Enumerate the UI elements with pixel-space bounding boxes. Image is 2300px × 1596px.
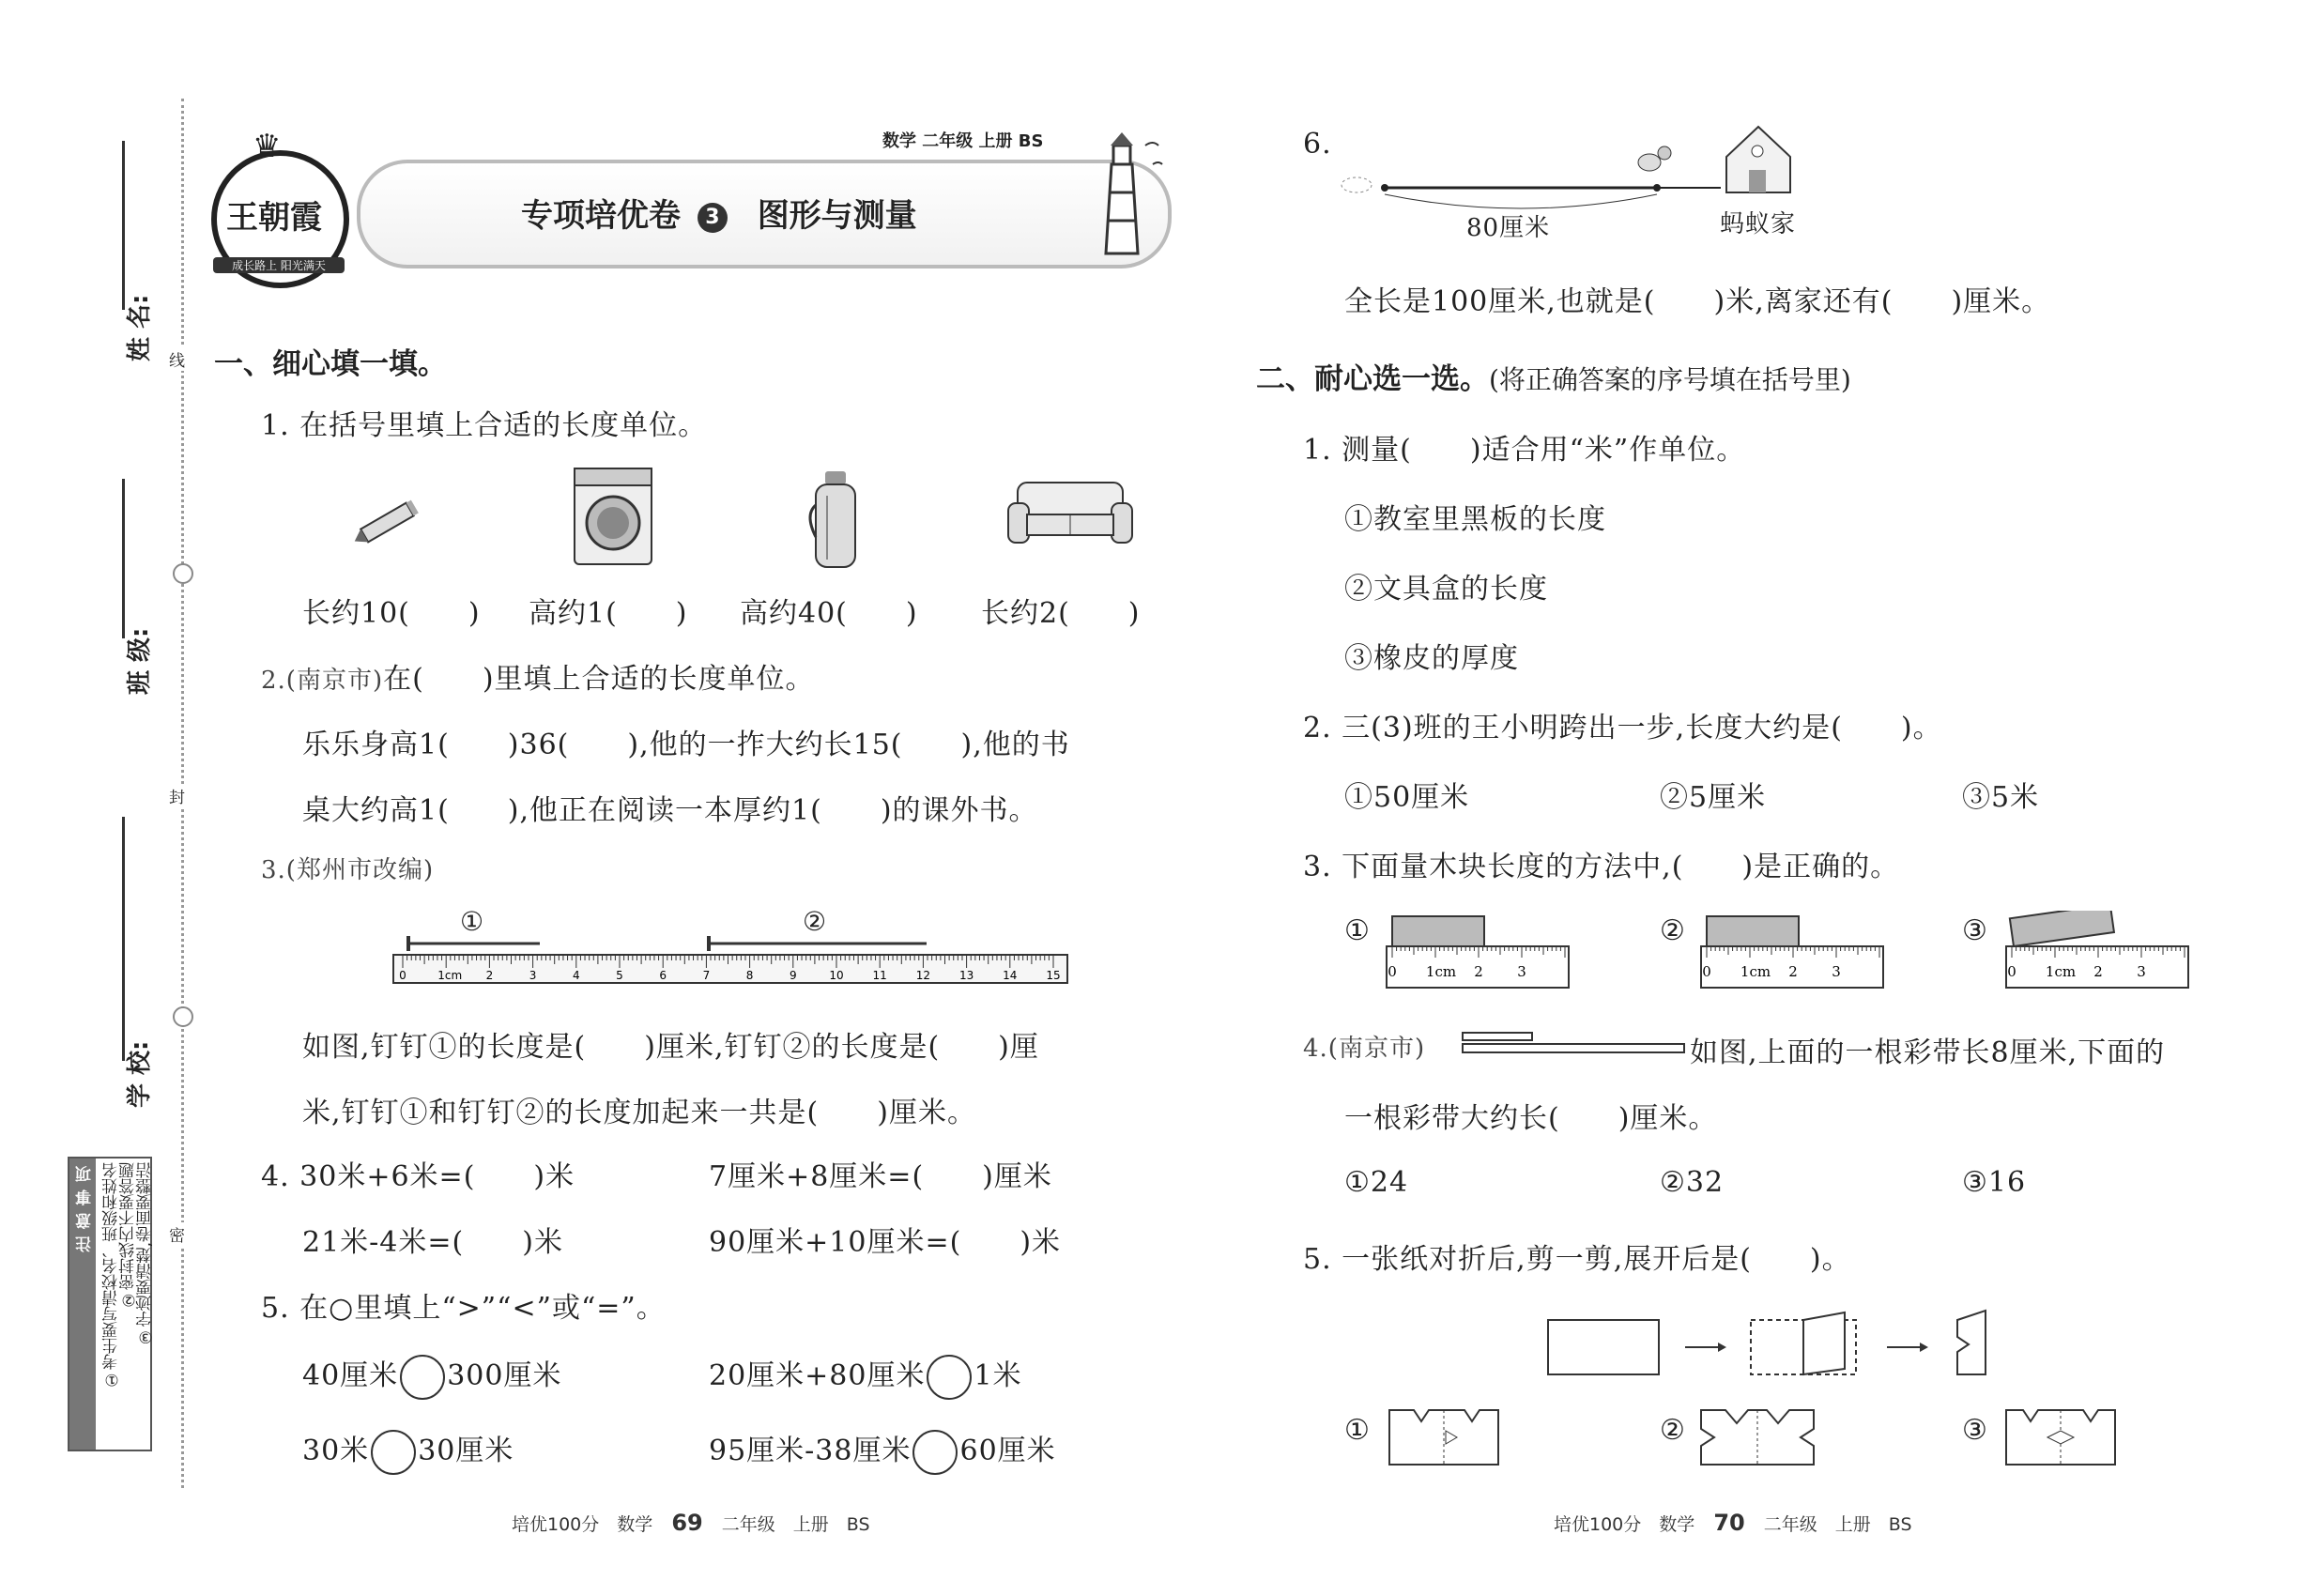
c1-opt-3: ③橡皮的厚度 <box>1344 642 1519 675</box>
q6-number: 6. <box>1303 128 1332 161</box>
title-num-badge: 3 <box>698 203 728 233</box>
class-field[interactable] <box>122 479 125 638</box>
name-label: 姓 名: <box>126 294 154 361</box>
ruler-tick-label: 5 <box>616 969 623 982</box>
ruler-tick-label: 2 <box>485 969 494 982</box>
q1-item-3[interactable]: 高约40( ) <box>740 597 918 630</box>
notice-box <box>68 1157 155 1451</box>
q3-line2[interactable]: 米,钉钉①和钉钉②的长度加起来一共是( )厘米。 <box>302 1097 976 1129</box>
header-meta: 数学 二年级 上册 BS <box>882 131 1044 151</box>
mini-ruler-label: 3 <box>2137 963 2146 980</box>
mini-ruler-label: 2 <box>1788 963 1798 980</box>
c3-mark-1: ① <box>1344 914 1371 947</box>
ruler-tick-label: 8 <box>745 969 754 982</box>
notice-item-1: ①考生要写清校名、班级和姓名 <box>102 1162 121 1389</box>
ruler-tick-label: 11 <box>872 969 887 982</box>
nail-ruler-figure <box>390 915 1080 990</box>
crown-icon: ♛ <box>253 128 282 165</box>
name-field[interactable] <box>122 141 125 310</box>
page-title <box>521 190 917 236</box>
q4-b[interactable]: 7厘米+8厘米=( )厘米 <box>709 1160 1052 1193</box>
section1-heading: 一、细心填一填。 <box>214 347 447 381</box>
ruler-tick-label: 4 <box>572 969 580 982</box>
c4-line1[interactable] <box>1303 1029 1425 1064</box>
c1-opt-1: ①教室里黑板的长度 <box>1344 503 1606 536</box>
seal-char-2: 封 <box>169 784 185 807</box>
c1-opt-2: ②文具盒的长度 <box>1344 573 1548 606</box>
seal-dot-1 <box>173 563 193 584</box>
q1-text: 1. 在括号里填上合适的长度单位。 <box>261 409 708 442</box>
cut-option-1[interactable] <box>1388 1408 1500 1466</box>
ruler-tick-label: 15 <box>1046 969 1061 982</box>
q5-row1-a: 40厘米 300厘米 <box>302 1352 561 1400</box>
seal-char-3: 密 <box>169 1222 185 1246</box>
q3-line1[interactable]: 如图,钉钉①的长度是( )厘米,钉钉②的长度是( )厘 <box>302 1031 1039 1064</box>
mini-ruler-label: 2 <box>2093 963 2103 980</box>
compare-circle[interactable] <box>927 1355 972 1400</box>
compare-circle[interactable] <box>912 1430 958 1475</box>
ruler-tick-label: 0 <box>399 969 406 982</box>
ruler-tick-label: 7 <box>702 969 711 982</box>
school-field[interactable] <box>122 817 125 1061</box>
c4-opt-3: ③16 <box>1962 1166 2027 1199</box>
c2-opt-3: ③5米 <box>1962 781 2040 814</box>
thermos-icon <box>803 468 868 571</box>
q1-item-1[interactable]: 长约10( ) <box>302 597 481 630</box>
mini-ruler-label: 1cm <box>1425 963 1457 980</box>
c4-prompt: 如图,上面的一根彩带长8厘米,下面的 <box>1690 1036 2166 1069</box>
q5-row1-b: 20厘米+80厘米 1米 <box>709 1352 1022 1400</box>
lighthouse-icon <box>1080 127 1173 258</box>
left-footer: 培优100分 数学 69 二年级 上册 BS <box>512 1510 870 1536</box>
c2-opt-1: ①50厘米 <box>1344 781 1470 814</box>
q1-item-4[interactable]: 长约2( ) <box>981 597 1141 630</box>
logo-text: 王朝霞 <box>226 199 322 237</box>
c4-opt-2: ②32 <box>1660 1166 1725 1199</box>
notice-item-3: ③字迹要清楚,卷面要整洁 <box>136 1162 155 1346</box>
c5-text[interactable]: 5. 一张纸对折后,剪一剪,展开后是( )。 <box>1303 1243 1851 1276</box>
c2-text[interactable]: 2. 三(3)班的王小明跨出一步,长度大约是( )。 <box>1303 712 1942 744</box>
page-number: 69 <box>671 1510 703 1536</box>
measure-figure-2 <box>1699 911 1887 990</box>
q4-a[interactable]: 4. 30米+6米=( )米 <box>261 1160 575 1193</box>
compare-circle[interactable] <box>400 1355 445 1400</box>
q5-row2-b: 95厘米-38厘米 60厘米 <box>709 1427 1056 1475</box>
ruler-tick-label: 10 <box>829 969 844 982</box>
seal-char-1: 线 <box>169 347 185 371</box>
c1-text[interactable]: 1. 测量( )适合用“米”作单位。 <box>1303 434 1746 467</box>
ruler-tick-label: 1cm <box>437 969 463 982</box>
q6-line[interactable]: 全长是100厘米,也就是( )米,离家还有( )厘米。 <box>1344 285 2051 318</box>
mini-ruler-label: 3 <box>1517 963 1526 980</box>
mini-ruler-label: 0 <box>1388 963 1397 980</box>
c4-source: 4.(南京市) <box>1303 1035 1426 1063</box>
ruler-tick-label: 13 <box>958 969 974 982</box>
notice-item-2: ②密封线内不要答题 <box>119 1162 138 1309</box>
mini-ruler-label: 0 <box>1702 963 1711 980</box>
mini-ruler-label: 1cm <box>2045 963 2077 980</box>
ruler-tick-label: 14 <box>1003 969 1018 982</box>
title-subtitle: 图形与测量 <box>757 197 917 235</box>
c5-mark-1: ① <box>1344 1414 1371 1447</box>
q4-c[interactable]: 21米-4米=( )米 <box>302 1226 563 1259</box>
page-number: 70 <box>1713 1510 1745 1536</box>
ruler-tick-label: 12 <box>915 969 931 982</box>
paper-fold-figure <box>1544 1305 2032 1380</box>
q2-line0 <box>261 655 815 697</box>
nail-2-label: ② <box>803 906 828 937</box>
mini-ruler-label: 1cm <box>1740 963 1771 980</box>
q2-prompt: 在( )里填上合适的长度单位。 <box>383 663 815 696</box>
mini-ruler-label: 0 <box>2007 963 2016 980</box>
wood-block <box>2010 911 2114 946</box>
ribbon-figure <box>1461 1031 1686 1059</box>
c2-opt-2: ②5厘米 <box>1660 781 1767 814</box>
c5-mark-3: ③ <box>1962 1414 1988 1447</box>
c3-text[interactable]: 3. 下面量木块长度的方法中,( )是正确的。 <box>1303 851 1900 883</box>
nail-1-label: ① <box>460 906 485 937</box>
c3-mark-2: ② <box>1660 914 1686 947</box>
washing-machine-icon <box>571 465 655 568</box>
q5-text: 5. 在○里填上“>”“<”或“=”。 <box>261 1292 666 1325</box>
q2-line2[interactable]: 桌大约高1( ),他正在阅读一本厚约1( )的课外书。 <box>302 794 1038 827</box>
q1-item-2[interactable]: 高约1( ) <box>529 597 688 630</box>
ruler-tick-label: 6 <box>659 969 667 982</box>
section2-heading: 二、耐心选一选。(将正确答案的序号填在括号里) <box>1256 362 1851 396</box>
cut-option-2[interactable] <box>1699 1408 1816 1466</box>
q5-row2-a: 30米 30厘米 <box>302 1427 514 1475</box>
title-text: 专项培优卷 <box>521 197 681 235</box>
wood-block <box>1707 916 1799 946</box>
cut-option-3[interactable] <box>2004 1408 2117 1466</box>
crayon-icon <box>347 493 432 549</box>
measure-figure-3 <box>2004 911 2192 990</box>
section2-note: (将正确答案的序号填在括号里) <box>1489 364 1851 395</box>
seal-dot-2 <box>173 1006 193 1027</box>
c3-mark-3: ③ <box>1962 914 1988 947</box>
right-footer: 培优100分 数学 70 二年级 上册 BS <box>1554 1510 1912 1536</box>
mini-ruler-label: 3 <box>1832 963 1841 980</box>
sofa-icon <box>1004 477 1136 552</box>
notice-title: 注意事项 <box>76 1159 95 1252</box>
class-label: 班 级: <box>126 627 154 695</box>
wood-block <box>1392 916 1484 946</box>
mini-ruler-label: 2 <box>1474 963 1483 980</box>
distance-label: 80厘米 <box>1466 214 1551 242</box>
compare-circle[interactable] <box>371 1430 416 1475</box>
measure-figure-1 <box>1385 911 1572 990</box>
ruler-tick-label: 9 <box>789 969 797 982</box>
logo-ribbon: 成长路上 阳光满天 <box>213 257 345 273</box>
brand-logo <box>211 128 349 288</box>
q4-d[interactable]: 90厘米+10厘米=( )米 <box>709 1226 1062 1259</box>
school-label: 学 校: <box>126 1040 154 1108</box>
c4-line2[interactable]: 一根彩带大约长( )厘米。 <box>1344 1102 1718 1135</box>
c4-opt-1: ①24 <box>1344 1166 1409 1199</box>
q2-line1[interactable]: 乐乐身高1( )36( ),他的一拃大约长15( ),他的书 <box>302 729 1070 761</box>
ruler-tick-label: 3 <box>529 969 537 982</box>
q3-source: 3.(郑州市改编) <box>261 856 435 884</box>
c5-mark-2: ② <box>1660 1414 1686 1447</box>
home-label: 蚂蚁家 <box>1720 210 1797 238</box>
q2-source: 2.(南京市) <box>261 667 384 695</box>
